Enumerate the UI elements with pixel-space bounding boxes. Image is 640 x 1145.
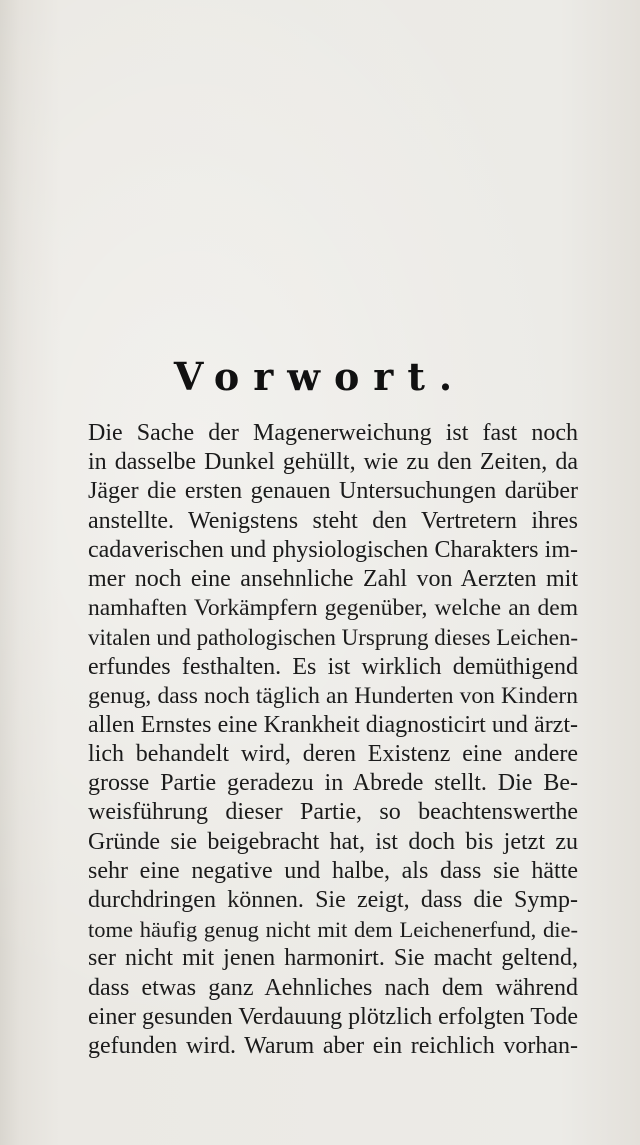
text-line: namhaften Vorkämpfern gegenüber, welche an dem [88,595,578,622]
text-line: sehr eine negative und halbe, als dass sie hätte [88,857,578,884]
text-line: vitalen und pathologischen Ursprung dieses Leichen- [88,625,578,651]
text-line: cadaverischen und physiologischen Charakters im- [88,536,578,563]
text-line: ser nicht mit jenen harmonirt. Sie macht geltend, [88,945,578,972]
text-line: genug, dass noch täglich an Hunderten von Kindern [88,682,578,709]
text-line: anstellte. Wenigstens steht den Vertretern ihres [88,507,578,534]
text-line: allen Ernstes eine Krankheit diagnosticirt und ärzt- [88,711,578,738]
text-line: durchdringen können. Sie zeigt, dass die Symp- [88,887,578,913]
text-line: erfundes festhalten. Es ist wirklich demüthigend [88,653,578,680]
text-line: gefunden wird. Warum aber ein reichlich vorhan- [88,1032,578,1059]
text-line: in dasselbe Dunkel gehüllt, wie zu den Zeiten, da [88,449,578,476]
page-heading: Vorwort. [173,354,467,399]
text-line: tome häufig genug nicht mit dem Leichenerfund, die- [88,917,578,943]
text-line: einer gesunden Verdauung plötzlich erfolgten Tode [88,1003,578,1030]
text-line: Die Sache der Magenerweichung ist fast noch [88,420,578,446]
text-line: lich behandelt wird, deren Existenz eine andere [88,741,578,768]
text-line: mer noch eine ansehnliche Zahl von Aerzten mit [88,565,578,592]
text-line: Jäger die ersten genauen Untersuchungen darüber [88,478,578,505]
text-line: grosse Partie geradezu in Abrede stellt. Die Be- [88,770,578,797]
text-line: Gründe sie beigebracht hat, ist doch bis jetzt zu [88,828,578,855]
text-line: dass etwas ganz Aehnliches nach dem während [88,974,578,1001]
body-text [88,419,578,1061]
text-line: weisführung dieser Partie, so beachtenswerthe [88,799,578,826]
